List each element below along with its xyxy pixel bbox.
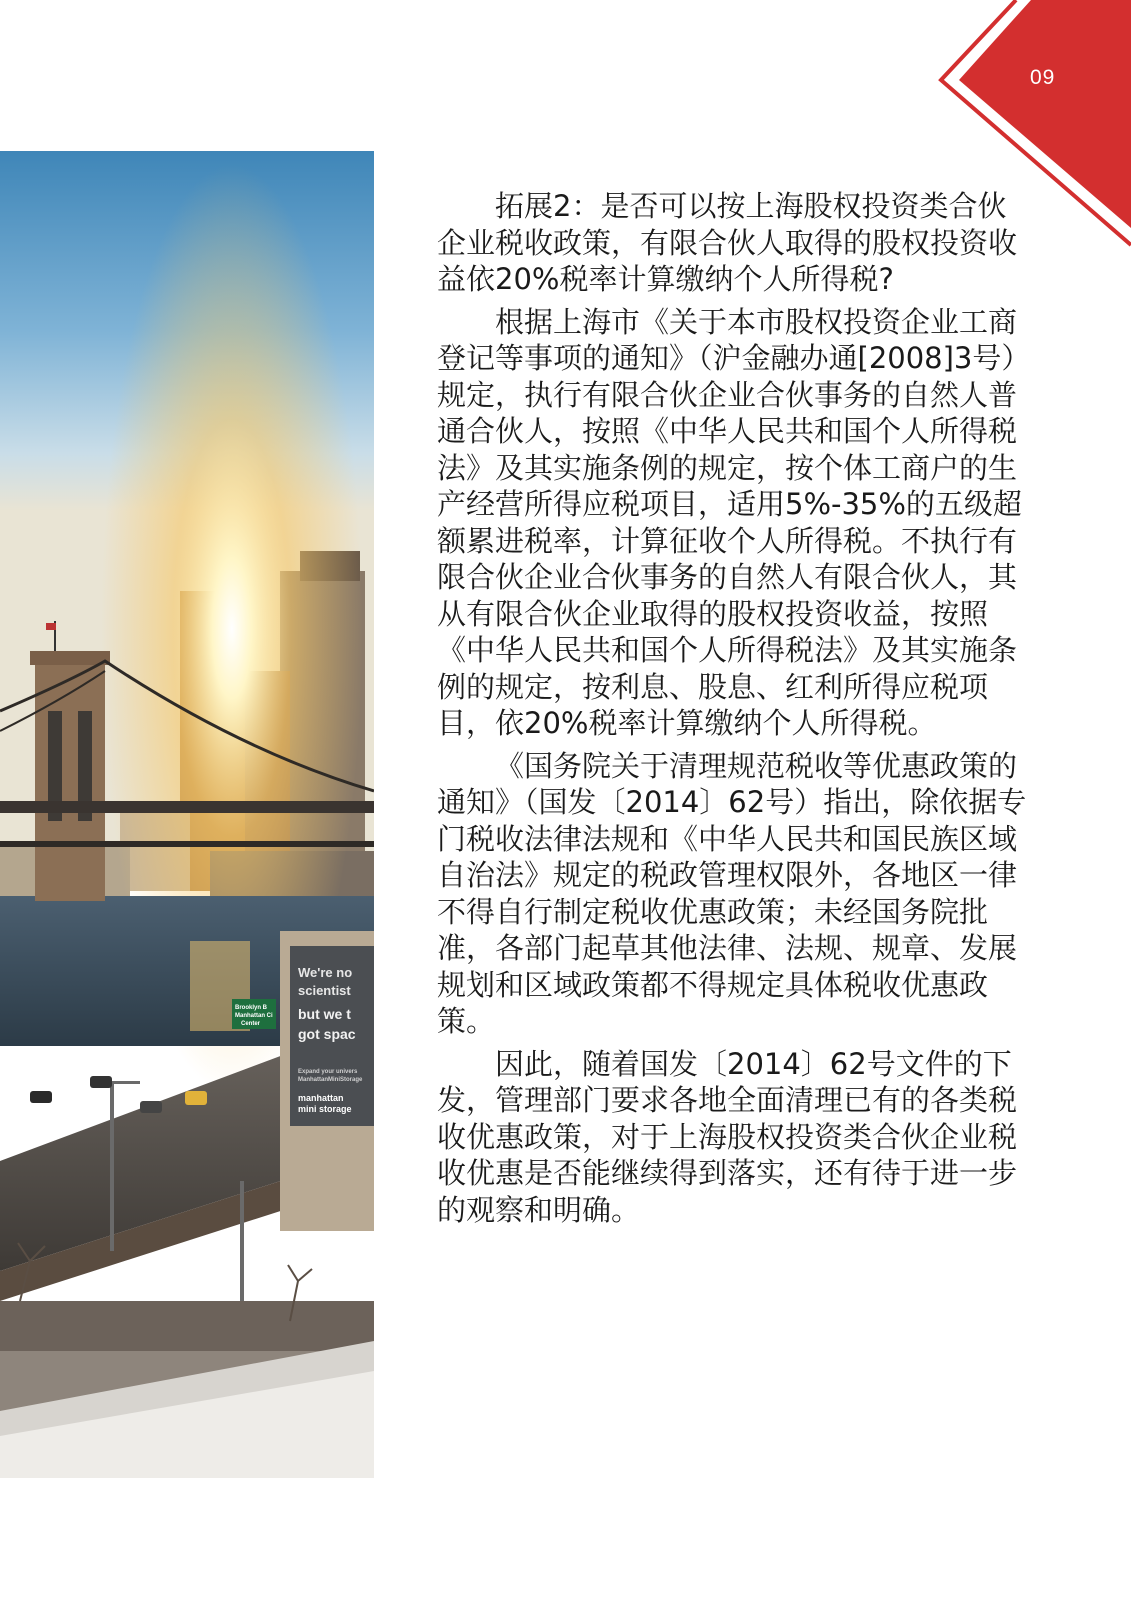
paragraph-shanghai-policy: 根据上海市《关于本市股权投资企业工商登记等事项的通知》（沪金融办通[2008]3号）规定，执行有限合伙企业合伙事务的自然人普通合伙人，按照《中华人民共和国个人所得税法》及其实施条例的规定，按个体工商户的生产经营所得应税项目，适用5%-35%的五级超额累进税率，计算征收个人所得税。不执行有限合伙企业合伙事务的自然人有限合伙人，其从有限合伙企业取得的股权投资收益，按照《中华人民共和国个人所得税法》及其实施条例的规定，按利息、股息、红利所得应税项目，依20%税率计算缴纳个人所得税。 bbox=[437, 304, 1022, 740]
paragraph-state-council: 《国务院关于清理规范税收等优惠政策的通知》（国发〔2014〕62号）指出，除依据专门税收法律法规和《中华人民共和国民族区域自治法》规定的税政管理权限外，各地区一律不得自行制定税收优惠政策；未经国务院批准，各部门起草其他法律、法规、规章、发展规划和区域政策都不得规定具体税收优惠政策。 bbox=[437, 748, 1027, 1038]
sign-line-3: Center bbox=[241, 1021, 261, 1027]
billboard-brand-1: manhattan bbox=[298, 1093, 344, 1103]
paragraph-conclusion: 因此，随着国发〔2014〕62号文件的下发，管理部门要求各地全面清理已有的各类税收优惠政策，对于上海股权投资类合伙企业税收优惠是否能继续得到落实，还有待于进一步的观察和明确。 bbox=[437, 1046, 1018, 1227]
billboard-brand-2: mini storage bbox=[298, 1104, 352, 1114]
billboard-line-4: got spac bbox=[298, 1026, 356, 1042]
billboard-line-5: Expand your univers bbox=[298, 1069, 358, 1075]
billboard-line-1: We're no bbox=[298, 965, 353, 980]
billboard-line-3: but we t bbox=[298, 1006, 351, 1022]
paragraph-question: 拓展2：是否可以按上海股权投资类合伙企业税收政策，有限合伙人取得的股权投资收益依20%税率计算缴纳个人所得税? bbox=[437, 189, 1018, 296]
city-skyline-photo bbox=[0, 151, 374, 1478]
sign-line-1: Brooklyn B bbox=[235, 1005, 268, 1011]
sign-line-2: Manhattan Ci bbox=[235, 1013, 273, 1019]
article-body bbox=[437, 188, 1027, 1234]
page-number: 09 bbox=[1030, 66, 1056, 89]
billboard-line-2: scientist bbox=[298, 983, 351, 998]
billboard-line-6: ManhattanMiniStorage bbox=[298, 1077, 363, 1083]
